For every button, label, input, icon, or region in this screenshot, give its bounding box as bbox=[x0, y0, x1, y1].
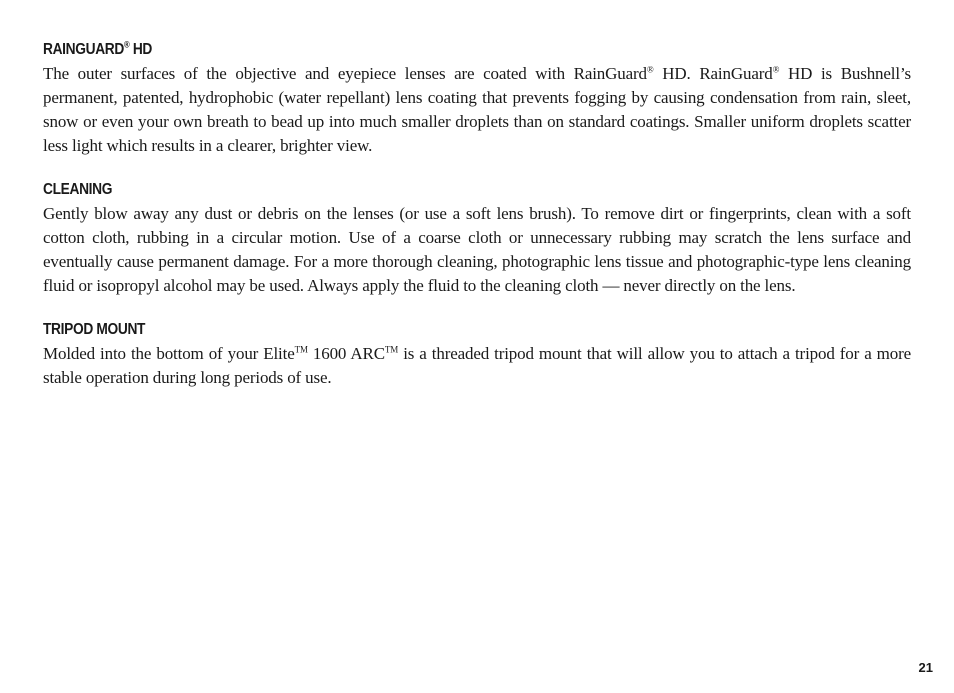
cleaning-paragraph: Gently blow away any dust or debris on the lenses (or use a soft lens brush). To remove dirt or fingerprints, clean with a soft cotton cloth, rubbing in a circular motion. Use of a coarse cloth or unnecessary rubbing may scratch the lens surface and eventually cause permanent damage. For a more thorough cleaning, photographic lens tissue and photographic-type lens cleaning fluid or isopropyl alcohol may be used. Always apply the fluid to the cleaning cloth — never directly on the lens. bbox=[43, 204, 911, 295]
rainguard-text-3: HD is Bushnell’s permanent, patented, hydrophobic (water repellant) lens coating that prevents fogging by causing condensation from rain, sleet, snow or even your own breath to bead up into much smaller droplets than on standard coatings. Smaller uniform droplets scatter less light which results in a clearer, brighter view. bbox=[43, 64, 911, 155]
rainguard-mark-2: ® bbox=[772, 64, 780, 75]
tripod-mark-2: TM bbox=[384, 344, 399, 355]
tripod-mark-1: TM bbox=[294, 344, 308, 355]
tripod-heading: TRIPOD MOUNT bbox=[43, 321, 146, 338]
tripod-section bbox=[43, 320, 911, 390]
rainguard-section bbox=[43, 40, 911, 158]
tripod-text-3: is a threaded tripod mount that will allow you to attach a tripod for a more stable operation during long periods of use. bbox=[43, 344, 911, 387]
tripod-paragraph bbox=[43, 342, 911, 390]
page-number: 21 bbox=[918, 660, 933, 675]
rainguard-paragraph bbox=[43, 62, 911, 158]
manual-page bbox=[43, 40, 911, 412]
tripod-text-1: Molded into the bottom of your Elite bbox=[43, 344, 295, 363]
cleaning-heading: CLEANING bbox=[43, 181, 113, 198]
rainguard-heading-mark: ® bbox=[124, 39, 130, 50]
tripod-text-2: 1600 ARC bbox=[307, 344, 385, 363]
rainguard-text-1: The outer surfaces of the objective and eyepiece lenses are coated with RainGuard bbox=[43, 64, 647, 83]
rainguard-heading bbox=[43, 40, 789, 60]
cleaning-section bbox=[43, 180, 911, 298]
rainguard-heading-rest: HD bbox=[129, 41, 153, 58]
rainguard-heading-main: RAINGUARD bbox=[43, 41, 125, 58]
rainguard-mark-1: ® bbox=[646, 64, 654, 75]
rainguard-text-2: HD. RainGuard bbox=[653, 64, 773, 83]
